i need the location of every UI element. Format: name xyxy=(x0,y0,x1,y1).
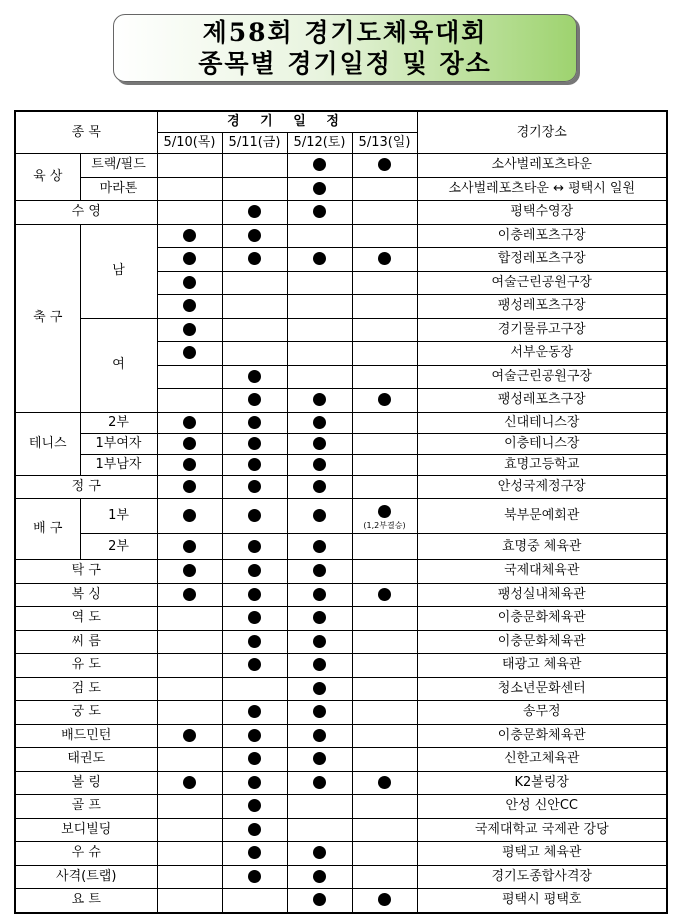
match-day-dot xyxy=(248,393,261,406)
schedule-cell xyxy=(287,748,352,772)
match-day-dot xyxy=(378,252,391,265)
schedule-table xyxy=(14,110,668,914)
venue-name: 신한고체육관 xyxy=(417,748,667,772)
schedule-cell xyxy=(287,412,352,433)
match-day-dot xyxy=(313,846,326,859)
match-day-dot xyxy=(378,588,391,601)
schedule-cell xyxy=(352,842,417,866)
schedule-cell xyxy=(157,534,222,560)
schedule-cell xyxy=(287,865,352,889)
schedule-cell xyxy=(352,889,417,913)
sport-name: 정 구 xyxy=(15,475,157,499)
table-row xyxy=(15,795,667,819)
match-day-dot xyxy=(248,658,261,671)
schedule-cell xyxy=(287,389,352,413)
venue-name: K2볼링장 xyxy=(417,771,667,795)
schedule-cell xyxy=(287,607,352,631)
schedule-cell xyxy=(287,154,352,178)
schedule-cell xyxy=(287,654,352,678)
match-day-dot xyxy=(313,635,326,648)
match-day-dot xyxy=(313,393,326,406)
schedule-cell xyxy=(222,271,287,295)
sport-name: 역 도 xyxy=(15,607,157,631)
venue-name: 안성 신안CC xyxy=(417,795,667,819)
table-row xyxy=(15,154,667,178)
schedule-cell xyxy=(352,583,417,607)
schedule-cell xyxy=(287,677,352,701)
schedule-cell xyxy=(287,842,352,866)
schedule-cell xyxy=(352,630,417,654)
match-day-dot xyxy=(313,893,326,906)
sub-event: 1부 xyxy=(80,499,157,534)
schedule-cell xyxy=(157,499,222,534)
match-day-dot xyxy=(183,299,196,312)
header-venue: 경기장소 xyxy=(417,111,667,154)
schedule-cell xyxy=(287,583,352,607)
schedule-cell xyxy=(157,560,222,584)
sport-name: 태권도 xyxy=(15,748,157,772)
table-row xyxy=(15,224,667,248)
final-note: (1,2부결승) xyxy=(363,520,406,530)
schedule-cell xyxy=(157,475,222,499)
schedule-cell xyxy=(222,818,287,842)
schedule-cell xyxy=(287,771,352,795)
schedule-cell xyxy=(352,318,417,342)
match-day-dot xyxy=(313,705,326,718)
schedule-cell xyxy=(352,818,417,842)
venue-name: 송무정 xyxy=(417,701,667,725)
sport-name: 배드민턴 xyxy=(15,724,157,748)
schedule-cell xyxy=(157,771,222,795)
sport-name: 보디빌딩 xyxy=(15,818,157,842)
schedule-cell xyxy=(287,454,352,475)
header-date: 5/13(일) xyxy=(352,133,417,154)
schedule-cell xyxy=(352,154,417,178)
schedule-cell xyxy=(352,389,417,413)
match-day-dot xyxy=(183,416,196,429)
schedule-cell xyxy=(157,248,222,272)
schedule-cell xyxy=(222,842,287,866)
title-banner xyxy=(113,14,577,82)
sport-name: 복 싱 xyxy=(15,583,157,607)
match-day-dot xyxy=(313,252,326,265)
schedule-cell xyxy=(352,795,417,819)
schedule-cell xyxy=(157,454,222,475)
table-row xyxy=(15,412,667,433)
match-day-dot xyxy=(183,437,196,450)
match-day-dot xyxy=(313,870,326,883)
sub-event: 1부여자 xyxy=(80,433,157,454)
venue-name: 평택시 평택호 xyxy=(417,889,667,913)
schedule-cell xyxy=(352,865,417,889)
match-day-dot xyxy=(248,540,261,553)
schedule-cell xyxy=(157,724,222,748)
schedule-cell xyxy=(352,654,417,678)
match-day-dot xyxy=(248,776,261,789)
match-day-dot xyxy=(248,752,261,765)
table-row xyxy=(15,677,667,701)
header-schedule: 경 기 일 정 xyxy=(157,111,417,133)
schedule-cell xyxy=(352,412,417,433)
match-day-dot xyxy=(248,611,261,624)
schedule-cell xyxy=(222,295,287,319)
schedule-cell xyxy=(352,271,417,295)
match-day-dot xyxy=(183,588,196,601)
venue-name: 합정레포츠구장 xyxy=(417,248,667,272)
schedule-cell xyxy=(287,318,352,342)
table-row xyxy=(15,454,667,475)
match-day-dot xyxy=(248,635,261,648)
schedule-cell xyxy=(287,295,352,319)
schedule-cell xyxy=(157,889,222,913)
schedule-cell xyxy=(352,701,417,725)
sport-name: 유 도 xyxy=(15,654,157,678)
match-day-dot xyxy=(248,799,261,812)
schedule-cell xyxy=(157,224,222,248)
venue-name: 경기물류고구장 xyxy=(417,318,667,342)
venue-name: 이충레포츠구장 xyxy=(417,224,667,248)
sport-name: 테니스 xyxy=(15,412,80,475)
match-day-dot xyxy=(313,658,326,671)
schedule-cell xyxy=(352,475,417,499)
sport-name: 우 슈 xyxy=(15,842,157,866)
match-day-dot xyxy=(313,776,326,789)
venue-name: 태광고 체육관 xyxy=(417,654,667,678)
schedule-cell xyxy=(352,454,417,475)
schedule-cell xyxy=(157,389,222,413)
schedule-cell xyxy=(157,630,222,654)
match-day-dot xyxy=(248,870,261,883)
match-day-dot xyxy=(183,346,196,359)
schedule-cell xyxy=(157,295,222,319)
schedule-cell xyxy=(157,865,222,889)
schedule-cell xyxy=(352,365,417,389)
schedule-cell xyxy=(287,818,352,842)
venue-name: 이충문화체육관 xyxy=(417,607,667,631)
schedule-cell xyxy=(287,701,352,725)
schedule-cell xyxy=(352,248,417,272)
table-row xyxy=(15,818,667,842)
match-day-dot xyxy=(378,893,391,906)
table-row xyxy=(15,177,667,201)
sport-name: 궁 도 xyxy=(15,701,157,725)
match-day-dot xyxy=(248,480,261,493)
schedule-cell xyxy=(222,365,287,389)
schedule-cell xyxy=(157,748,222,772)
match-day-dot xyxy=(313,540,326,553)
match-day-dot xyxy=(248,416,261,429)
schedule-cell xyxy=(222,677,287,701)
sport-name: 수 영 xyxy=(15,201,157,225)
venue-name: 북부문예회관 xyxy=(417,499,667,534)
schedule-cell xyxy=(222,389,287,413)
schedule-cell xyxy=(157,433,222,454)
schedule-cell xyxy=(222,224,287,248)
match-day-dot xyxy=(183,276,196,289)
schedule-cell xyxy=(287,499,352,534)
sub-event: 마라톤 xyxy=(80,177,157,201)
sub-event: 2부 xyxy=(80,534,157,560)
venue-name: 신대테니스장 xyxy=(417,412,667,433)
match-day-dot xyxy=(248,437,261,450)
venue-name: 소사벌레포츠타운 ↔ 평택시 일원 xyxy=(417,177,667,201)
sub-event: 트랙/필드 xyxy=(80,154,157,178)
match-day-dot xyxy=(183,776,196,789)
match-day-dot xyxy=(248,458,261,471)
match-day-dot xyxy=(248,588,261,601)
schedule-cell xyxy=(287,560,352,584)
schedule-cell xyxy=(157,365,222,389)
match-day-dot xyxy=(313,729,326,742)
sport-name: 요 트 xyxy=(15,889,157,913)
venue-name: 평택수영장 xyxy=(417,201,667,225)
venue-name: 서부운동장 xyxy=(417,342,667,366)
match-day-dot xyxy=(183,729,196,742)
sport-name: 씨 름 xyxy=(15,630,157,654)
venue-name: 국제대체육관 xyxy=(417,560,667,584)
match-day-dot xyxy=(313,682,326,695)
schedule-cell xyxy=(287,724,352,748)
sport-name: 탁 구 xyxy=(15,560,157,584)
venue-name: 팽성레포츠구장 xyxy=(417,389,667,413)
header-date: 5/10(목) xyxy=(157,133,222,154)
table-row xyxy=(15,433,667,454)
schedule-cell xyxy=(222,475,287,499)
schedule-cell xyxy=(157,607,222,631)
match-day-dot xyxy=(313,611,326,624)
schedule-cell xyxy=(222,412,287,433)
venue-name: 평택고 체육관 xyxy=(417,842,667,866)
schedule-cell xyxy=(157,412,222,433)
schedule-cell xyxy=(287,271,352,295)
schedule-cell xyxy=(222,748,287,772)
venue-name: 여술근린공원구장 xyxy=(417,365,667,389)
match-day-dot xyxy=(248,729,261,742)
table-row xyxy=(15,560,667,584)
match-day-dot xyxy=(183,540,196,553)
title-line-2: 종목별 경기일정 및 장소 xyxy=(198,49,492,78)
schedule-cell xyxy=(222,318,287,342)
schedule-cell xyxy=(222,433,287,454)
schedule-cell xyxy=(352,342,417,366)
match-day-dot xyxy=(378,158,391,171)
schedule-cell xyxy=(287,475,352,499)
sport-name: 축 구 xyxy=(15,224,80,412)
venue-name: 청소년문화센터 xyxy=(417,677,667,701)
sport-name: 사격(트랩) xyxy=(15,865,157,889)
schedule-cell xyxy=(222,654,287,678)
sub-event: 여 xyxy=(80,318,157,412)
match-day-dot xyxy=(378,776,391,789)
match-day-dot xyxy=(313,480,326,493)
schedule-cell xyxy=(352,224,417,248)
match-day-dot xyxy=(248,509,261,522)
match-day-dot xyxy=(248,229,261,242)
match-day-dot xyxy=(313,752,326,765)
sport-name: 배 구 xyxy=(15,499,80,560)
match-day-dot xyxy=(248,846,261,859)
match-day-dot xyxy=(313,437,326,450)
schedule-cell xyxy=(222,248,287,272)
table-row xyxy=(15,475,667,499)
schedule-cell xyxy=(352,607,417,631)
match-day-dot xyxy=(378,393,391,406)
sport-name: 검 도 xyxy=(15,677,157,701)
schedule-cell xyxy=(222,534,287,560)
table-row xyxy=(15,865,667,889)
schedule-cell xyxy=(157,583,222,607)
header-date: 5/11(금) xyxy=(222,133,287,154)
sport-name: 볼 링 xyxy=(15,771,157,795)
title-line-1: 제58회 경기도체육대회 xyxy=(202,18,488,47)
table-row xyxy=(15,583,667,607)
table-row xyxy=(15,607,667,631)
schedule-cell xyxy=(287,630,352,654)
schedule-cell xyxy=(287,224,352,248)
match-day-dot xyxy=(313,182,326,195)
schedule-cell xyxy=(287,433,352,454)
match-day-dot xyxy=(248,564,261,577)
venue-name: 이충문화체육관 xyxy=(417,630,667,654)
schedule-cell xyxy=(157,201,222,225)
schedule-cell xyxy=(352,771,417,795)
match-day-dot xyxy=(183,458,196,471)
schedule-cell xyxy=(157,318,222,342)
schedule-cell xyxy=(287,177,352,201)
schedule-cell xyxy=(222,154,287,178)
schedule-cell xyxy=(352,534,417,560)
schedule-cell xyxy=(287,365,352,389)
schedule-cell xyxy=(157,654,222,678)
match-day-dot xyxy=(313,458,326,471)
match-day-dot xyxy=(183,252,196,265)
match-day-dot xyxy=(248,252,261,265)
table-row xyxy=(15,724,667,748)
schedule-cell xyxy=(222,865,287,889)
schedule-cell xyxy=(352,677,417,701)
schedule-cell xyxy=(222,607,287,631)
schedule-cell xyxy=(157,177,222,201)
match-day-dot xyxy=(378,505,391,518)
schedule-cell xyxy=(222,201,287,225)
schedule-cell xyxy=(222,560,287,584)
schedule-cell xyxy=(352,433,417,454)
header-date: 5/12(토) xyxy=(287,133,352,154)
table-row xyxy=(15,889,667,913)
match-day-dot xyxy=(183,564,196,577)
schedule-cell xyxy=(352,177,417,201)
schedule-cell xyxy=(287,534,352,560)
schedule-cell xyxy=(222,454,287,475)
venue-name: 경기도종합사격장 xyxy=(417,865,667,889)
table-row xyxy=(15,771,667,795)
sub-event: 1부남자 xyxy=(80,454,157,475)
table-row xyxy=(15,201,667,225)
schedule-cell xyxy=(222,499,287,534)
table-row xyxy=(15,534,667,560)
match-day-dot xyxy=(183,480,196,493)
venue-name: 팽성실내체육관 xyxy=(417,583,667,607)
match-day-dot xyxy=(183,509,196,522)
match-day-dot xyxy=(183,229,196,242)
table-row xyxy=(15,842,667,866)
match-day-dot xyxy=(313,509,326,522)
venue-name: 이충테니스장 xyxy=(417,433,667,454)
schedule-cell xyxy=(222,771,287,795)
sport-name: 골 프 xyxy=(15,795,157,819)
header-event: 종 목 xyxy=(15,111,157,154)
schedule-cell xyxy=(157,271,222,295)
schedule-cell xyxy=(222,724,287,748)
match-day-dot xyxy=(313,158,326,171)
schedule-cell xyxy=(352,560,417,584)
table-row xyxy=(15,630,667,654)
schedule-cell xyxy=(287,795,352,819)
schedule-cell xyxy=(352,748,417,772)
venue-name: 안성국제정구장 xyxy=(417,475,667,499)
match-day-dot xyxy=(313,416,326,429)
schedule-cell xyxy=(157,677,222,701)
match-day-dot xyxy=(248,705,261,718)
match-day-dot xyxy=(248,205,261,218)
schedule-cell xyxy=(222,177,287,201)
venue-name: 소사벌레포츠타운 xyxy=(417,154,667,178)
schedule-cell xyxy=(157,818,222,842)
sport-name: 육 상 xyxy=(15,154,80,201)
schedule-cell xyxy=(222,795,287,819)
sub-event: 남 xyxy=(80,224,157,318)
schedule-cell xyxy=(287,201,352,225)
match-day-dot xyxy=(248,823,261,836)
schedule-cell xyxy=(352,724,417,748)
schedule-cell xyxy=(287,889,352,913)
schedule-cell xyxy=(352,201,417,225)
schedule-cell xyxy=(157,154,222,178)
schedule-cell xyxy=(352,499,417,534)
schedule-cell xyxy=(222,342,287,366)
match-day-dot xyxy=(248,370,261,383)
schedule-cell xyxy=(222,701,287,725)
schedule-cell xyxy=(157,701,222,725)
venue-name: 이충문화체육관 xyxy=(417,724,667,748)
table-row xyxy=(15,499,667,534)
match-day-dot xyxy=(313,564,326,577)
venue-name: 팽성레포츠구장 xyxy=(417,295,667,319)
table-row xyxy=(15,748,667,772)
schedule-cell xyxy=(157,842,222,866)
schedule-cell xyxy=(222,630,287,654)
schedule-cell xyxy=(287,342,352,366)
venue-name: 효명고등학교 xyxy=(417,454,667,475)
schedule-cell xyxy=(287,248,352,272)
schedule-cell xyxy=(222,583,287,607)
schedule-cell xyxy=(352,295,417,319)
match-day-dot xyxy=(183,323,196,336)
schedule-cell xyxy=(157,342,222,366)
match-day-dot xyxy=(313,205,326,218)
venue-name: 여술근린공원구장 xyxy=(417,271,667,295)
schedule-cell xyxy=(222,889,287,913)
sub-event: 2부 xyxy=(80,412,157,433)
match-day-dot xyxy=(313,588,326,601)
venue-name: 국제대학교 국제관 강당 xyxy=(417,818,667,842)
table-row xyxy=(15,318,667,342)
schedule-cell xyxy=(157,795,222,819)
table-row xyxy=(15,701,667,725)
venue-name: 효명중 체육관 xyxy=(417,534,667,560)
table-row xyxy=(15,654,667,678)
